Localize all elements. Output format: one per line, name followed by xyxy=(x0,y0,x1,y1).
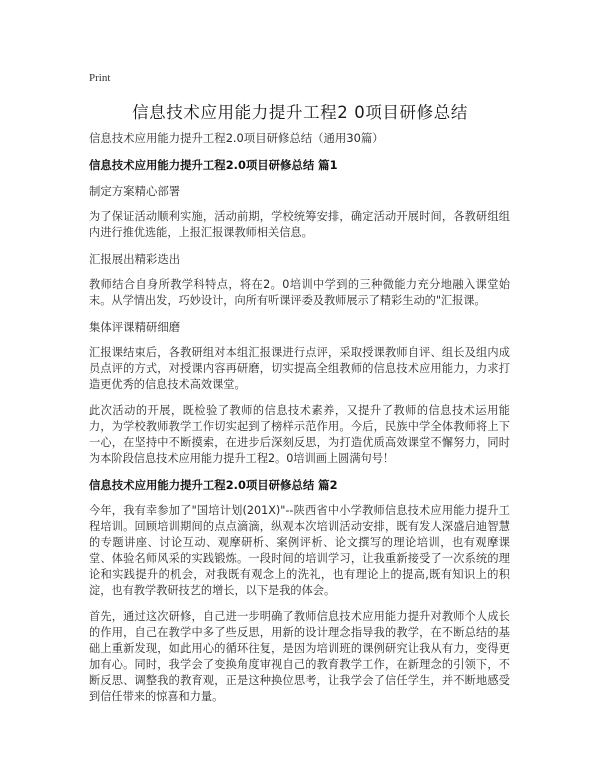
section-1-subheading-1: 制定方案精心部署 xyxy=(89,184,181,198)
document-subtitle: 信息技术应用能力提升工程2.0项目研修总结（通用30篇） xyxy=(89,131,384,145)
section-1-paragraph-4: 此次活动的开展，既检验了教师的信息技术素养，又提升了教师的信息技术运用能力，为学校教师教学工作切实起到了榜样示范作用。今后，民族中学全体教师将上下一心，在坚持中不断摸索，在进步后深刻反思，为打造优质高效课堂不懈努力，同时为本阶段信息技术应用能力提升工程2。0培训画上圆满句号！ xyxy=(89,404,510,465)
section-1-heading: 信息技术应用能力提升工程2.0项目研修总结 篇1 xyxy=(89,158,338,172)
print-link[interactable]: Print xyxy=(89,72,111,84)
section-1-subheading-3: 集体评课精研细磨 xyxy=(89,320,181,334)
page-title: 信息技术应用能力提升工程2 0项目研修总结 xyxy=(132,103,468,122)
section-1-paragraph-1: 为了保证活动顺利实施，活动前期，学校统筹安排，确定活动开展时间，各教研组组内进行推优选能，上报汇报课教师相关信息。 xyxy=(89,210,510,239)
section-1-paragraph-3: 汇报课结束后，各教研组对本组汇报课进行点评，采取授课教师自评、组长及组内成员点评的方式，对授课内容再研磨，切实提高全组教师的信息技术应用能力，力求打造更优秀的信息技术高效课堂。 xyxy=(89,346,510,391)
section-2-paragraph-2: 首先，通过这次研修，自己进一步明确了教师信息技术应用能力提升对教师个人成长的作用，自己在教学中多了些反思，用新的设计理念指导我的教学，在不断总结的基础上重新发现，如此用心的循环往复，是因为培训班的课例研究让我从有力，变得更加有心。同时，我学会了变换角度审视自己的教育教学工作，在新理念的引领下，不断反思、调整我的教育观，正是这种换位思考，让我学会了信任学生，并不断地感受到信任带来的惊喜和力量。 xyxy=(89,610,510,703)
section-2-heading: 信息技术应用能力提升工程2.0项目研修总结 篇2 xyxy=(89,478,338,492)
section-1-paragraph-2: 教师结合自身所教学科特点，将在2。0培训中学到的三种微能力充分地融入课堂始末。从学情出发，巧妙设计，向所有听课评委及教师展示了精彩生动的"汇报课。 xyxy=(89,278,510,307)
section-2-paragraph-1: 今年，我有幸参加了"国培计划(201X)"--陕西省中小学教师信息技术应用能力提升工程培训。回顾培训期间的点点滴滴，纵观本次培训活动安排，既有发人深盛启迪智慧的专题讲座、讨论互动、观摩研析、案例评析、论文撰写的理论培训，也有观摩课堂、体验名师风采的实践锻炼。一段时间的培训学习，让我重新接受了一次系统的理论和实践提升的机会，对我既有观念上的洗礼，也有理论上的提高,既有知识上的积淀，也有教学教研技艺的增长，以下是我的体会。 xyxy=(89,504,510,597)
section-1-subheading-2: 汇报展出精彩迭出 xyxy=(89,252,181,266)
document-body xyxy=(89,130,510,715)
